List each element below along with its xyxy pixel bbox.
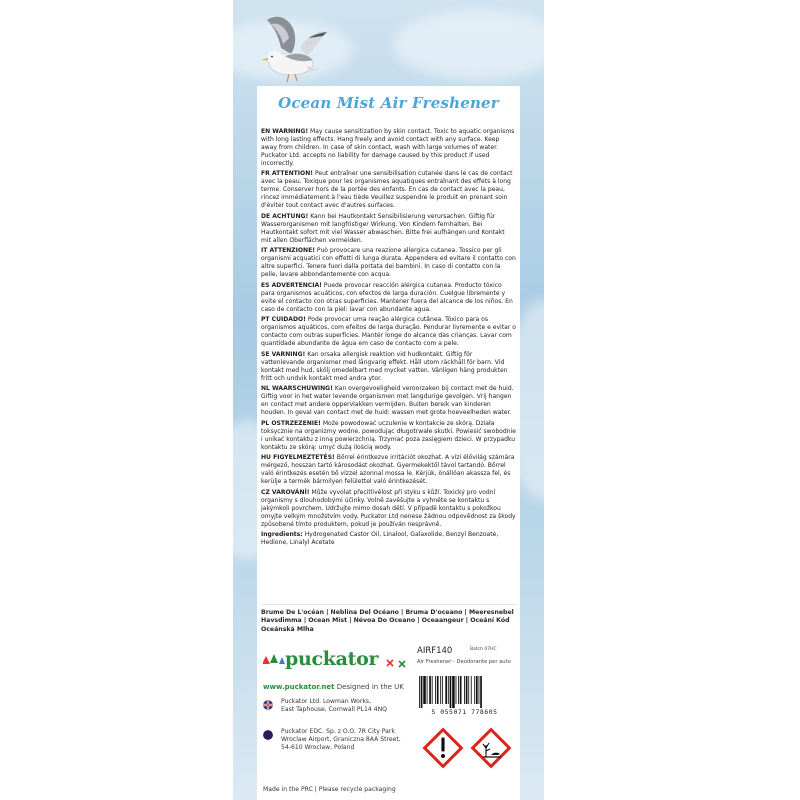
uk-flag-icon [263, 700, 273, 710]
barcode-number: 5 055071 778605 [431, 708, 498, 716]
seagull-illustration [245, 8, 335, 90]
warning-label: SE VARNING! [261, 350, 306, 358]
barcode-bar [435, 676, 436, 704]
product-names-line: Havsdimma | Ocean Mist | Névoa Do Oceano | Oceaangeur | Oceání Kód [261, 617, 510, 625]
barcode-bar [466, 676, 468, 704]
barcode-bar [474, 676, 475, 704]
warning-hu [261, 454, 516, 486]
logo-trees-icon [263, 654, 285, 670]
barcode-bar [456, 676, 457, 704]
barcode-bar [476, 676, 478, 704]
address-line: Puckator EDC. Sp. z O.O. 7R City Park [281, 728, 395, 735]
product-names-line: Oceánská Mlha [261, 625, 314, 633]
barcode-bar [437, 676, 439, 704]
warning-label: HU FIGYELMEZTETÉS! [261, 454, 335, 462]
barcode-bar [419, 676, 420, 708]
warning-nl [261, 385, 516, 417]
warning-label: PL OSTRZEZENIE! [261, 419, 321, 427]
warning-se [261, 351, 516, 383]
warning-it [261, 247, 516, 279]
ingredients [261, 531, 516, 547]
brand-url-line [263, 683, 404, 691]
address-line: 54-610 Wroclaw, Poland [281, 744, 355, 752]
address-eu [263, 728, 423, 753]
warning-text: Bőrrel érintkezve irritációt okozhat. A vízi élővilág számára mérgező, hosszan tartó károsodást okozhat. Gyermekektől távol tartandó. Bőrrel való érintkezés esetén bő vízzel azonnal mossa le. Kérjük, önállóan akassza fel, és kerülje a termék bármilyen felülettel való érintkezését. [261, 454, 515, 486]
packaging-card [233, 0, 544, 800]
safety-warnings [261, 128, 516, 553]
warning-label: FR ATTENTION! [261, 170, 314, 178]
warning-label: ES ADVERTENCIA! [261, 281, 322, 289]
warning-text: Kan orsaka allergisk reaktion vid hudkontakt. Giftig för vattenlevande organismer med långvarig effekt. Håll utom räckhåll för barn. Vid kontakt med hud, skölj omedelbart med mycket vatten. Vänligen häng produkten fritt och undvik kontakt med andra ytor. [261, 350, 508, 382]
warning-label: IT ATTENZIONE! [261, 247, 315, 255]
warning-text: Może powodować uczulenie w kontakcie ze skórą. Działa toksycznie na organizmy wodne, powodując długotrwałe skutki. Powiesić swobodnie i unikać kontaktu z inną powierzchnią. Trzymać poza zasięgiem dzieci. W przypadku kontaktu ze skórą: umyć dużą ilością wody. [261, 419, 516, 451]
barcode-bar [429, 676, 431, 704]
logo-wordmark: puckator [285, 648, 379, 670]
warning-es [261, 282, 516, 314]
cloud [393, 10, 544, 80]
warning-cz [261, 489, 516, 529]
environment-hazard-icon [469, 726, 513, 770]
barcode [417, 676, 512, 708]
brand-tagline: Designed in the UK [334, 683, 404, 691]
barcode-bar [432, 676, 433, 704]
brand-url[interactable]: www.puckator.net [263, 683, 335, 691]
batch-code: Batch 07HC [470, 647, 497, 652]
product-names-line: Brume De L'océan | Neblina Del Océano | Bruma D'oceano | Meeresnebel [261, 609, 514, 616]
warning-fr [261, 170, 516, 210]
product-title: Ocean Mist Air Freshener [278, 94, 499, 112]
made-in: Made in the PRC | Please recycle packaging [263, 786, 396, 793]
warning-en [261, 128, 516, 168]
barcode-bar [464, 676, 465, 704]
warning-text: Pode provocar uma reação alérgica cutânea. Tóxico para os organismos aquáticos, com efeitos de larga duração. Pendurar livremente e evitar o contacto com outras superfícies. Mantér longe do alcance das crianças. Lavar com quantidade abundante de água em caso de contacto com a pele. [261, 316, 516, 348]
warning-text: Può provocare una reazione allergica cutanea. Tossico per gli organismi acquatici con effetti di lunga durata. Appendere ed evitare il contatto con altre superfici. Tenere fuori dalla portata dei bambini. In caso di contatto con la pelle, lavare abbondantemente con acqua. [261, 247, 516, 279]
ingredients-text: Hydrogenated Castor Oil, Linalool, Galaxolide, Benzyl Benzoate, Hedione, Linalyl Acetate [261, 531, 499, 547]
barcode-bar [450, 676, 452, 708]
warning-text: Kan overgevoeligheid veroorzaken bij contact met de huid. Giftig voor in het water levende organismen met langdurige gevolgen. Vrij hangen en contact met andere oppervlakken vermijden. Buiten bereik van kinderen houden. In geval van contact met de huid: wassen met grote hoeveelheden water. [261, 385, 514, 417]
barcode-bar [460, 676, 462, 704]
warning-label: EN WARNING! [261, 128, 309, 135]
warning-label: CZ VAROVÁNÍ! [261, 488, 310, 496]
warning-label: DE ACHTUNG! [261, 212, 309, 220]
ingredients-label: Ingredients: [261, 531, 303, 539]
warning-label: NL WAARSCHUWING! [261, 385, 333, 393]
barcode-bar [468, 676, 469, 704]
warning-text: Peut entraîner une sensibilisation cutanée dans le cas de contact avec la peau. Toxique pour les organismes aquatiques entraînant des effets à long terme. Conserver hors de la portée des enfants. En cas de contact avec la peau, rincez immédiatement à l'eau tiède Veuillez suspendre le produit en prenant soin d'éviter tout contact avec d'autres surfaces. [261, 170, 513, 210]
barcode-bar [452, 676, 455, 708]
puckator-logo [263, 646, 413, 674]
barcode-bar [445, 676, 447, 704]
warning-text: Může vyvolat přecitlivělost při styku s kůží. Toxický pro vodní organismy s dlouhodobými účinky. Volně zavěšujte a vyhněte se kontaktu s jakýmkoli povrchem. Udržujte mimo dosah dětí. V případě kontaktu s pokožkou omyjte velkým množstvím vody. Puckator Ltd nenese žádnou odpovědnost za škody způsobené tímto produktem, pokud je používán nesprávně. [261, 488, 516, 528]
barcode-bar [479, 676, 480, 704]
eu-flag-icon [263, 730, 273, 740]
warning-label: PT CUIDADO! [261, 316, 306, 324]
address-line: Puckator Ltd. Lowman Works, [281, 698, 372, 705]
barcode-bar [442, 676, 443, 704]
barcode-bar [427, 676, 428, 704]
info-panel [257, 86, 520, 800]
barcode-bar [448, 676, 449, 704]
logo-stars-icon [385, 658, 409, 670]
warning-pl [261, 420, 516, 452]
warning-de [261, 213, 516, 245]
sku-code: AIRF140 [417, 646, 453, 656]
address-line: East Taphouse, Cornwall PL14 4NQ [281, 706, 387, 714]
address-uk [263, 698, 423, 714]
barcode-bar [440, 676, 441, 704]
barcode-bar [458, 676, 459, 704]
warning-text: Puede provocar reacción alérgica cutanea. Producto tóxico para organismos acuáticos, con efectos de larga duración. Cuelgue libremente y evite el contacto con otras superficies. Mantener fuera del alcance de los niños. En caso de contacto con la piel: lavar con abundante agua. [261, 281, 513, 313]
warning-text: May cause sensitization by skin contact. Toxic to aquatic organisms with long lasting effects. Hang freely and avoid contact with any surface. Keep away from children. In case of skin contact, wash with large volumes of water. Puckator Ltd. accepts no liability for damage caused by this product if used incorrectly. [261, 128, 515, 167]
barcode-bar [471, 676, 472, 704]
warning-text: Kann bei Hautkontakt Sensibilisierung verursachen. Giftig für Wasserorganismen mit langfristiger Wirkung. Von Kindern fernhalten. Bei Hautkontakt sofort mit viel Wasser abwaschen. Bitte frei aufhängen und Kontakt mit allen Oberflächen vermeiden. [261, 212, 505, 244]
barcode-bar [423, 676, 426, 704]
product-names [261, 604, 516, 634]
sku-description: Air Freshener - Deodorante per auto [417, 659, 511, 665]
exclamation-mark-hazard-icon [421, 726, 465, 770]
warning-pt [261, 316, 516, 348]
barcode-bar [480, 676, 482, 708]
address-line: Wroclaw Airport, Graniczna 8AA Street, [281, 736, 401, 744]
barcode-bar [421, 676, 423, 708]
